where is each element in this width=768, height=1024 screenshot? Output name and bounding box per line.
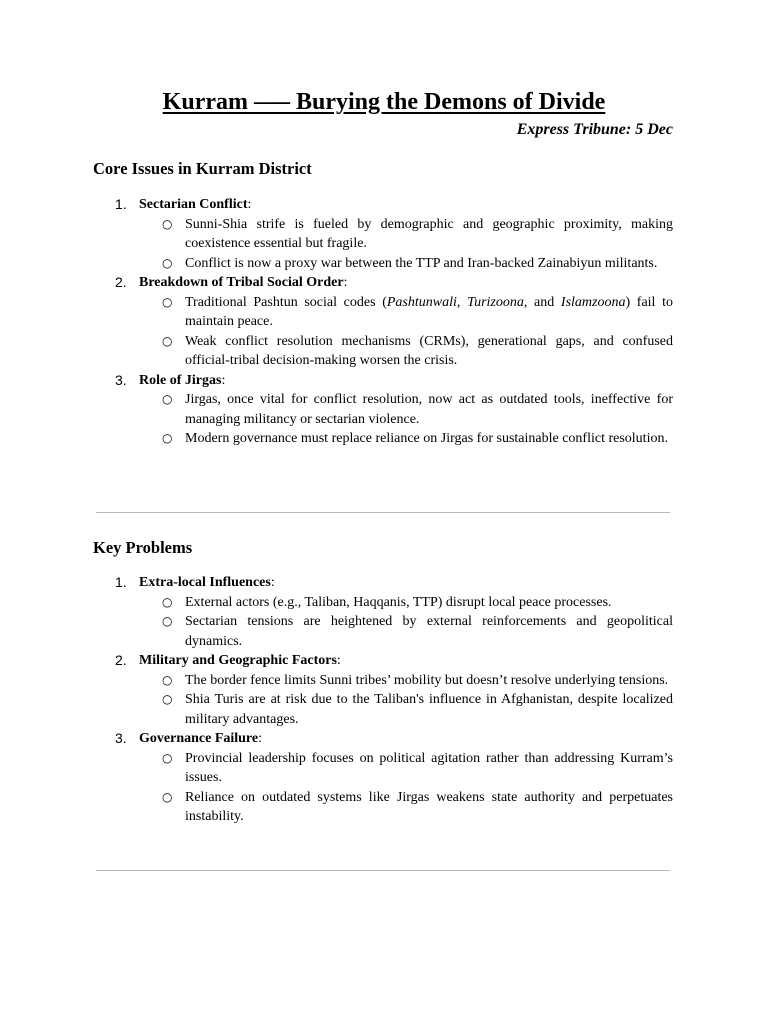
sub-item bbox=[0, 788, 768, 827]
sub-item-text: Jirgas, once vital for conflict resolution, now act as outdated tools, ineffective for managing militancy or sectarian violence. bbox=[185, 392, 673, 427]
item-label: Extra-local Influences bbox=[139, 575, 271, 590]
bullet-icon: ○ bbox=[162, 294, 173, 309]
sub-item-text: Reliance on outdated systems like Jirgas weakens state authority and perpetuates instability. bbox=[185, 789, 673, 824]
list-item bbox=[0, 273, 768, 293]
section-divider bbox=[96, 870, 670, 871]
label-colon: : bbox=[336, 653, 341, 668]
sub-item-text bbox=[185, 293, 673, 332]
bullet-icon: ○ bbox=[162, 672, 173, 687]
item-number: 2. bbox=[115, 274, 127, 290]
sub-item-text: Sectarian tensions are heightened by external reinforcements and geopolitical dynamics. bbox=[185, 614, 673, 649]
sub-item bbox=[0, 332, 768, 371]
list-item bbox=[0, 651, 768, 671]
document-title: Kurram –— Burying the Demons of Divide bbox=[162, 89, 606, 115]
core-issues-list bbox=[0, 195, 768, 449]
sub-item bbox=[0, 671, 768, 691]
section-heading-key-problems: Key Problems bbox=[93, 538, 193, 557]
item-title bbox=[139, 729, 768, 749]
item-title bbox=[139, 573, 768, 593]
label-colon: : bbox=[270, 575, 275, 590]
item-number: 1. bbox=[115, 574, 127, 590]
text-fragment: Traditional Pashtun social codes ( bbox=[185, 294, 387, 310]
sub-item-text: Conflict is now a proxy war between the TTP and Iran-backed Zainabiyun militants. bbox=[185, 255, 658, 271]
bullet-icon: ○ bbox=[162, 333, 173, 348]
bullet-icon: ○ bbox=[162, 216, 173, 231]
bullet-icon: ○ bbox=[162, 614, 173, 628]
sub-item bbox=[0, 593, 768, 613]
item-label: Governance Failure bbox=[139, 731, 259, 746]
sub-item-text: Modern governance must replace reliance on Jirgas for sustainable conflict resolution. bbox=[185, 431, 668, 446]
term-pashtunwali: Pashtunwali bbox=[386, 294, 457, 310]
sub-item bbox=[0, 254, 768, 274]
bullet-icon: ○ bbox=[162, 392, 173, 406]
term-turizoona: Turizoona bbox=[467, 294, 524, 310]
bullet-icon: ○ bbox=[162, 255, 173, 270]
sub-item bbox=[0, 215, 768, 254]
term-islamzoona: Islamzoona bbox=[560, 294, 626, 310]
label-colon: : bbox=[343, 275, 348, 290]
sub-item bbox=[0, 612, 768, 651]
list-item bbox=[0, 729, 768, 749]
item-number: 3. bbox=[115, 371, 127, 388]
bullet-icon: ○ bbox=[162, 789, 173, 804]
section-divider bbox=[96, 512, 670, 513]
sub-item bbox=[0, 429, 768, 449]
label-colon: : bbox=[258, 731, 262, 746]
list-item bbox=[0, 371, 768, 391]
text-fragment: , bbox=[456, 294, 468, 310]
bullet-icon: ○ bbox=[162, 692, 173, 706]
item-title bbox=[139, 371, 768, 391]
item-number: 1. bbox=[115, 196, 127, 212]
text-fragment: ) fail to maintain peace. bbox=[185, 294, 673, 329]
sub-item-text: Provincial leadership focuses on political agitation rather than addressing Kurram’s issues. bbox=[185, 750, 673, 785]
item-label: Role of Jirgas bbox=[139, 372, 222, 388]
sub-item bbox=[0, 390, 768, 429]
item-title bbox=[139, 651, 768, 671]
sub-item bbox=[0, 293, 768, 332]
label-colon: : bbox=[247, 197, 252, 212]
bullet-icon: ○ bbox=[162, 594, 173, 609]
sub-item-text: Shia Turis are at risk due to the Taliban's influence in Afghanistan, despite localized military advantages. bbox=[185, 692, 673, 727]
sub-item bbox=[0, 749, 768, 788]
item-title bbox=[139, 273, 768, 293]
text-fragment: , and bbox=[523, 294, 561, 310]
item-label: Military and Geographic Factors bbox=[139, 653, 337, 668]
label-colon: : bbox=[221, 372, 226, 388]
item-number: 2. bbox=[115, 652, 127, 668]
item-label: Breakdown of Tribal Social Order bbox=[139, 275, 344, 290]
section-heading-core-issues: Core Issues in Kurram District bbox=[93, 159, 312, 178]
sub-item bbox=[0, 690, 768, 729]
item-number: 3. bbox=[115, 730, 127, 746]
sub-item-text: Sunni-Shia strife is fueled by demographic and geographic proximity, making coexistence essential but fragile. bbox=[185, 216, 673, 251]
bullet-icon: ○ bbox=[162, 431, 173, 445]
item-label: Sectarian Conflict bbox=[139, 197, 248, 212]
sub-item-text: Weak conflict resolution mechanisms (CRMs), generational gaps, and confused official-tribal decision-making worsen the crisis. bbox=[185, 333, 673, 368]
list-item bbox=[0, 195, 768, 215]
source-line: Express Tribune: 5 Dec bbox=[516, 121, 673, 138]
item-title bbox=[139, 195, 768, 215]
sub-item-text: The border fence limits Sunni tribes’ mobility but doesn’t resolve underlying tensions. bbox=[185, 672, 669, 688]
key-problems-list bbox=[0, 573, 768, 827]
sub-item-text: External actors (e.g., Taliban, Haqqanis, TTP) disrupt local peace processes. bbox=[185, 594, 612, 610]
bullet-icon: ○ bbox=[162, 750, 173, 765]
list-item bbox=[0, 573, 768, 593]
